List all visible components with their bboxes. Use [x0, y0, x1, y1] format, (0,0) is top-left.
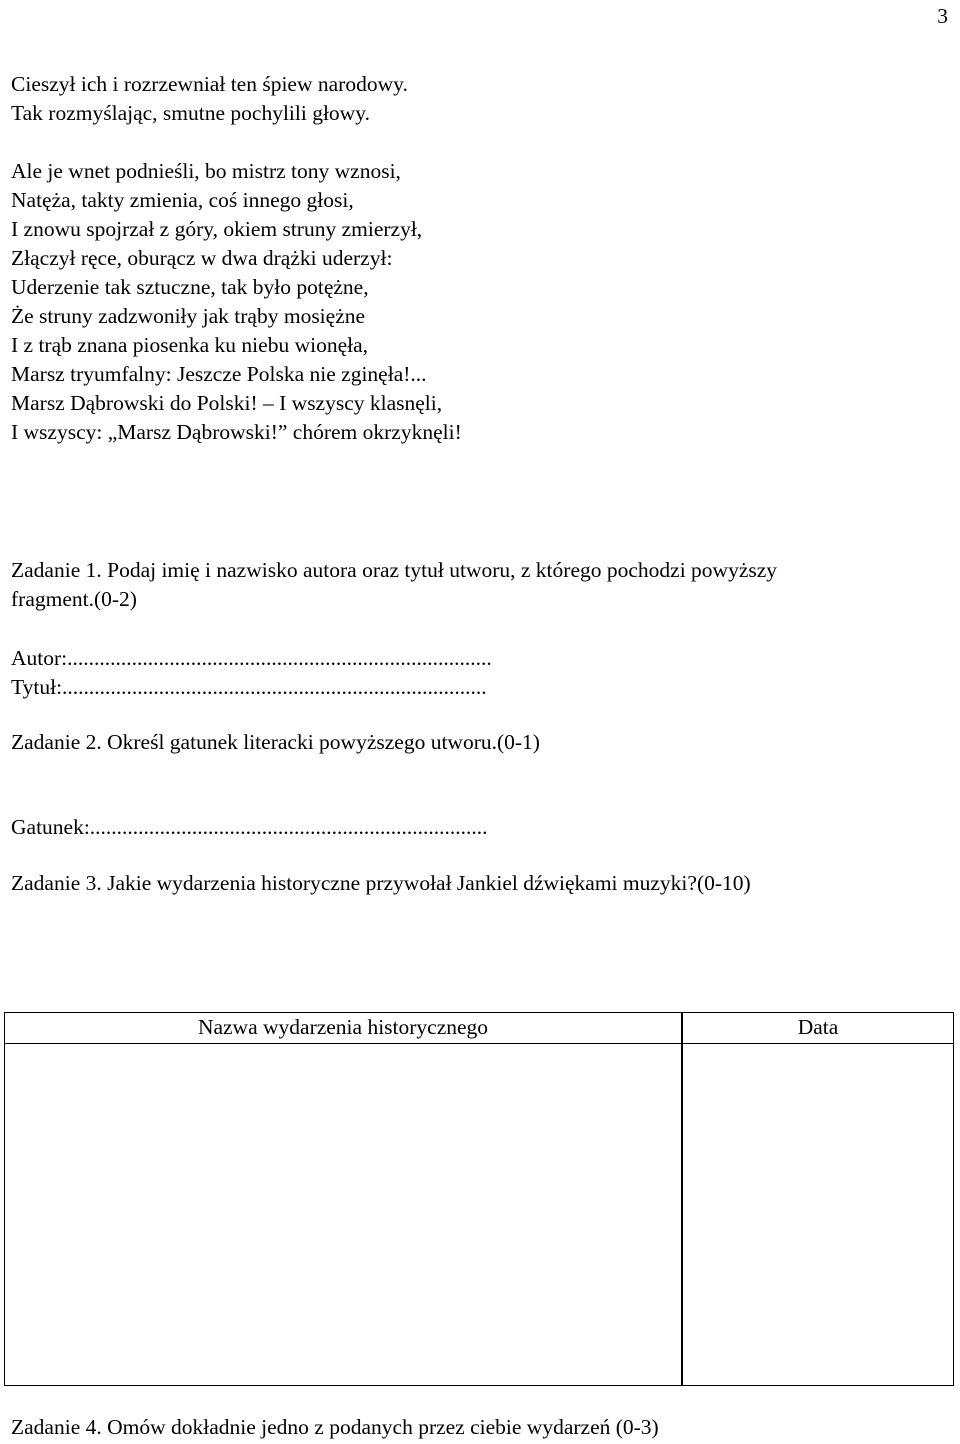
task-1-line-2: fragment.(0-2): [11, 587, 137, 611]
task-3: Zadanie 3. Jakie wydarzenia historyczne przywołał Jankiel dźwiękami muzyki?(0-10): [11, 871, 751, 895]
genre-answer-field[interactable]: Gatunek:..........................................................................: [11, 815, 488, 839]
poem-line: Tak rozmyślając, smutne pochylili głowy.: [11, 101, 370, 125]
poem-line: Że struny zadzwoniły jak trąby mosiężne: [11, 304, 366, 328]
poem-line: Marsz Dąbrowski do Polski! – I wszyscy klasnęli,: [11, 391, 443, 415]
task-2: Zadanie 2. Określ gatunek literacki powyższego utworu.(0-1): [11, 730, 540, 754]
column-header-date: Data: [797, 1015, 839, 1039]
poem-line: I wszyscy: „Marsz Dąbrowski!” chórem okrzyknęli!: [11, 420, 462, 444]
poem-line: I znowu spojrzał z góry, okiem struny zmierzył,: [11, 217, 423, 241]
poem-line: I z trąb znana piosenka ku niebu wionęła,: [11, 333, 369, 357]
title-answer-field[interactable]: Tytuł:...............................................................................: [11, 675, 487, 699]
task-1-line-1: Zadanie 1. Podaj imię i nazwisko autora oraz tytuł utworu, z którego pochodzi powyższy: [11, 558, 778, 582]
poem-stanza-1: [11, 70, 408, 128]
poem-line: Natęża, takty zmienia, coś innego głosi,: [11, 188, 354, 212]
poem-line: Cieszył ich i rozrzewniał ten śpiew narodowy.: [11, 72, 408, 96]
page-number: 3: [937, 4, 948, 28]
poem-line: Uderzenie tak sztuczne, tak było potężne,: [11, 275, 369, 299]
events-table-header: [5, 1013, 953, 1044]
poem-stanza-2: [11, 157, 462, 447]
column-header-event-name: Nazwa wydarzenia historycznego: [197, 1015, 489, 1039]
column-divider: [681, 1013, 683, 1385]
events-table: [4, 1012, 954, 1386]
poem-line: Ale je wnet podnieśli, bo mistrz tony wznosi,: [11, 159, 401, 183]
author-answer-field[interactable]: Autor:...............................................................................: [11, 646, 492, 670]
poem-line: Marsz tryumfalny: Jeszcze Polska nie zginęła!...: [11, 362, 427, 386]
poem-line: Złączył ręce, oburącz w dwa drążki uderzył:: [11, 246, 393, 270]
task-4: Zadanie 4. Omów dokładnie jedno z podanych przez ciebie wydarzeń (0-3): [11, 1415, 659, 1439]
